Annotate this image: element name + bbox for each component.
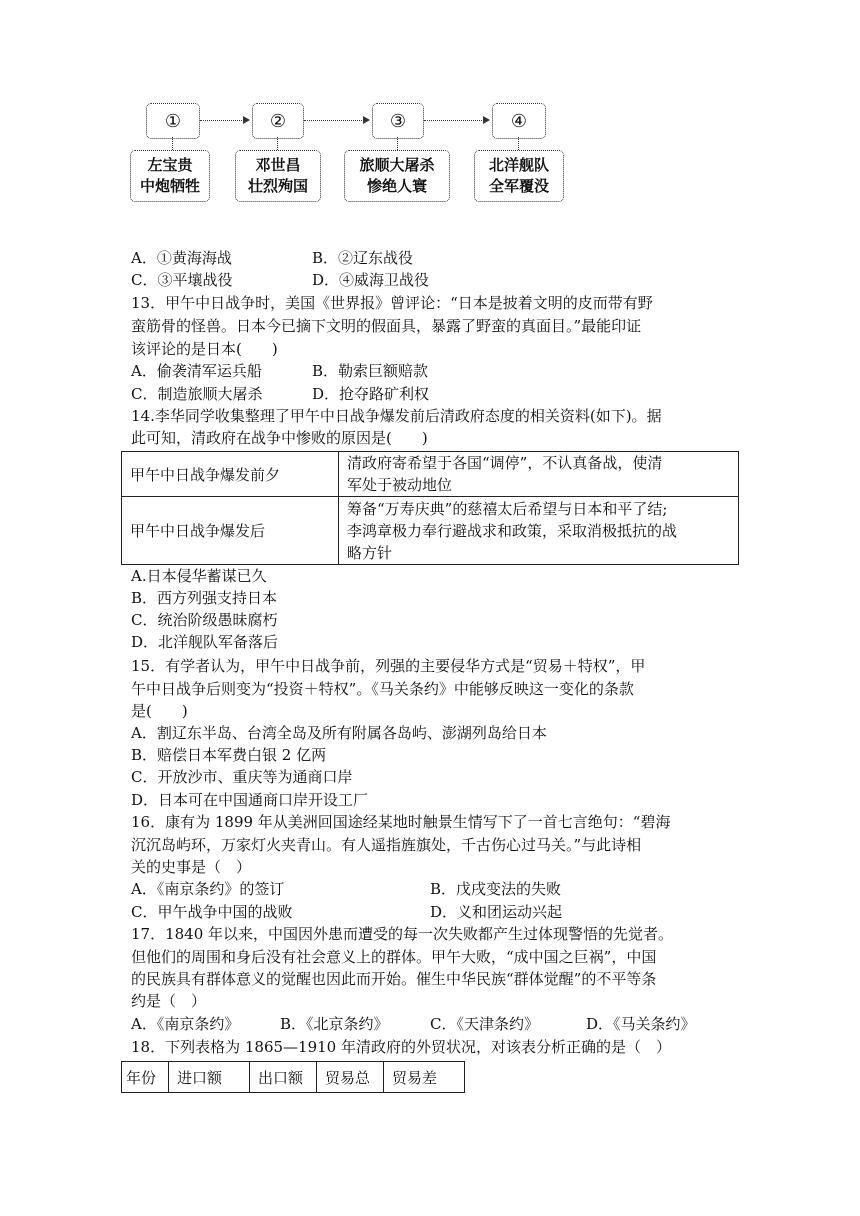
q18-trade-table xyxy=(121,1061,465,1093)
diagram-number-1: ① xyxy=(146,103,200,139)
q15-option-d[interactable]: D．日本可在中国通商口岸开设工厂 xyxy=(131,791,369,809)
q14-content-line: 清政府寄希望于各国“调停”，不认真备战，使清 xyxy=(347,454,663,472)
q13-option-a[interactable]: A．偷袭清军运兵船 xyxy=(131,362,262,380)
q18-header-balance: 贸易差 xyxy=(384,1062,465,1093)
connector-1 xyxy=(172,137,173,150)
q14-attitude-table xyxy=(121,451,739,565)
event-4-line1: 北洋舰队 xyxy=(488,156,549,174)
q15-stem-line3: 是( ) xyxy=(131,702,188,720)
q18-header-year: 年份 xyxy=(122,1062,169,1093)
q18-header-export: 出口额 xyxy=(250,1062,317,1093)
q14-stem-line2: 此可知，清政府在战争中惨败的原因是( ) xyxy=(131,429,428,447)
q13-option-b[interactable]: B．勒索巨额赔款 xyxy=(312,362,429,380)
q14-content-line: 李鸿章极力奉行避战求和政策，采取消极抵抗的战 xyxy=(347,521,678,540)
q16-option-d[interactable]: D．义和团运动兴起 xyxy=(430,903,563,921)
q12-option-c[interactable]: C．③平壤战役 xyxy=(131,271,233,289)
q13-stem-line1: 13．甲午中日战争时，美国《世界报》曾评论：“日本是披着文明的皮而带有野 xyxy=(131,294,653,312)
q13-option-d[interactable]: D．抢夺路矿利权 xyxy=(312,385,430,403)
q17-stem-line1: 17．1840 年以来，中国因外患而遭受的每一次失败都产生过体现警悟的先觉者。 xyxy=(131,925,674,943)
q17-stem-line3: 的民族具有群体意义的觉醒也因此而开始。催生中华民族“群体觉醒”的不平等条 xyxy=(131,970,657,988)
q17-stem-line4: 约是（ ） xyxy=(131,992,207,1010)
connector-3 xyxy=(397,137,398,150)
arrow-1-to-2 xyxy=(200,120,248,121)
q18-header-import: 进口额 xyxy=(169,1062,250,1093)
event-3-line1: 旅顺大屠杀 xyxy=(359,156,435,174)
diagram-number-2: ② xyxy=(252,103,304,139)
battle-sequence-diagram xyxy=(120,95,590,213)
q15-option-c[interactable]: C．开放沙市、重庆等为通商口岸 xyxy=(131,768,353,786)
q14-content-line: 筹备“万寿庆典”的慈禧太后希望与日本和平了结; xyxy=(347,499,668,518)
q16-option-b[interactable]: B．戊戌变法的失败 xyxy=(430,880,562,898)
event-1-line1: 左宝贵 xyxy=(147,156,193,174)
q13-option-c[interactable]: C．制造旅顺大屠杀 xyxy=(131,385,263,403)
q15-option-a[interactable]: A．割辽东半岛、台湾全岛及所有附属各岛屿、澎湖列岛给日本 xyxy=(131,724,547,742)
q14-option-d[interactable]: D．北洋舰队军备落后 xyxy=(131,633,279,651)
q16-stem-line1: 16．康有为 1899 年从美洲回国途经某地时触景生情写下了一首七言绝句：“碧海 xyxy=(131,813,671,831)
q14-option-a[interactable]: A.日本侵华蓄谋已久 xyxy=(131,567,267,585)
event-2-line1: 邓世昌 xyxy=(255,156,301,174)
q17-option-d[interactable]: D．《马关条约》 xyxy=(586,1015,696,1033)
q14-option-c[interactable]: C．统治阶级愚昧腐朽 xyxy=(131,611,278,629)
table-row xyxy=(122,497,739,565)
q12-option-d[interactable]: D．④威海卫战役 xyxy=(312,271,430,289)
q16-option-a[interactable]: A．《南京条约》的签订 xyxy=(131,880,285,898)
q16-stem-line3: 关的史事是（ ） xyxy=(131,858,252,876)
q12-option-b[interactable]: B．②辽东战役 xyxy=(312,249,414,267)
q14-period-cell: 甲午中日战争爆发前夕 xyxy=(122,452,339,497)
q17-option-b[interactable]: B．《北京条约》 xyxy=(280,1015,389,1033)
q17-option-a[interactable]: A．《南京条约》 xyxy=(131,1015,240,1033)
q14-content-line: 军处于被动地位 xyxy=(347,476,453,494)
q14-content-cell xyxy=(339,452,739,497)
q13-stem-line3: 该评论的是日本( ) xyxy=(131,340,278,358)
diagram-number-4: ④ xyxy=(492,103,546,139)
connector-4 xyxy=(518,137,519,150)
arrow-3-to-4 xyxy=(424,120,488,121)
event-3-line2: 惨绝人寰 xyxy=(366,177,427,195)
q14-stem-line1: 14.李华同学收集整理了甲午中日战争爆发前后清政府态度的相关资料(如下)。据 xyxy=(131,407,662,425)
q18-stem-line1: 18．下列表格为 1865—1910 年清政府的外贸状况，对该表分析正确的是（ ） xyxy=(131,1038,671,1056)
q14-content-cell xyxy=(339,497,739,565)
q12-option-a[interactable]: A．①黄海海战 xyxy=(131,249,232,267)
q17-option-c[interactable]: C．《天津条约》 xyxy=(430,1015,539,1033)
q14-period-cell: 甲午中日战争爆发后 xyxy=(122,497,339,565)
arrow-2-to-3 xyxy=(304,120,368,121)
event-box-2 xyxy=(235,150,321,202)
table-row xyxy=(122,1062,465,1093)
table-row xyxy=(122,452,739,497)
event-2-line2: 壮烈殉国 xyxy=(247,177,308,195)
q18-header-total: 贸易总 xyxy=(317,1062,384,1093)
q14-option-b[interactable]: B．西方列强支持日本 xyxy=(131,589,278,607)
diagram-number-3: ③ xyxy=(372,103,424,139)
event-1-line2: 中炮牺牲 xyxy=(139,177,200,195)
q16-stem-line2: 沉沉岛屿环，万家灯火夹青山。有人遥指旌旗处，千古伤心过马关。”与此诗相 xyxy=(131,836,642,854)
q14-content-line: 略方针 xyxy=(347,543,393,562)
q15-option-b[interactable]: B．赔偿日本军费白银 2 亿两 xyxy=(131,746,327,764)
event-4-line2: 全军覆没 xyxy=(488,177,549,195)
event-box-1 xyxy=(130,150,210,202)
q13-stem-line2: 蛮筋骨的怪兽。日本今已摘下文明的假面具，暴露了野蛮的真面目。”最能印证 xyxy=(131,317,642,335)
q15-stem-line1: 15．有学者认为，甲午中日战争前，列强的主要侵华方式是“贸易＋特权”，甲 xyxy=(131,657,646,675)
event-box-4 xyxy=(474,150,564,202)
q17-stem-line2: 但他们的周围和身后没有社会意义上的群体。甲午大败，“成中国之巨祸”，中国 xyxy=(131,948,657,966)
connector-2 xyxy=(277,137,278,150)
q15-stem-line2: 午中日战争后则变为“投资＋特权”。《马关条约》中能够反映这一变化的条款 xyxy=(131,680,634,698)
q16-option-c[interactable]: C．甲午战争中国的战败 xyxy=(131,903,293,921)
event-box-3 xyxy=(344,150,450,202)
